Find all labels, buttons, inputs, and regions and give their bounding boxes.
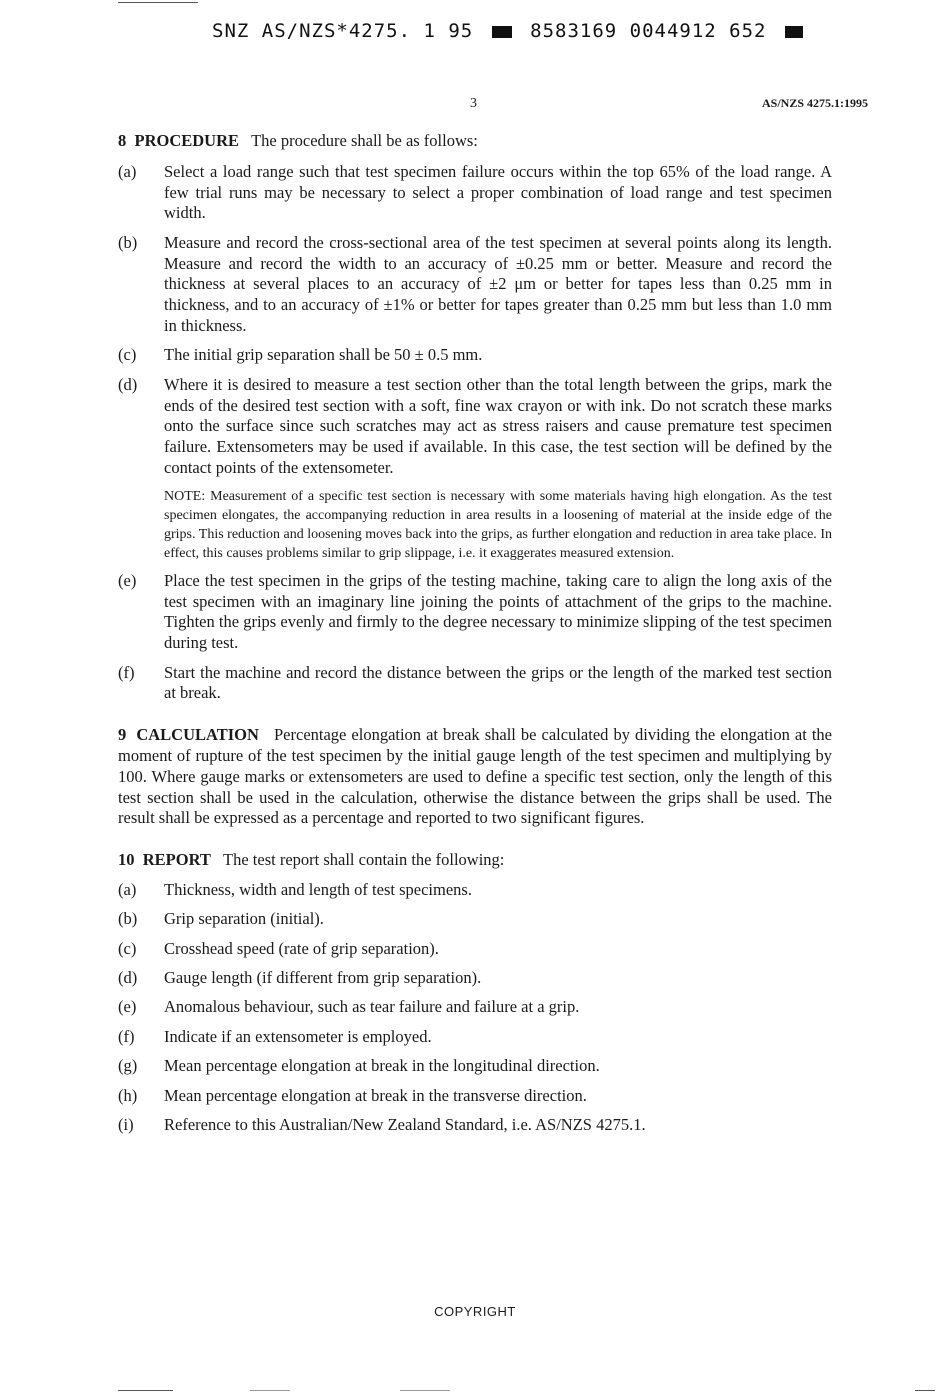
list-item-text: Crosshead speed (rate of grip separation). <box>164 938 439 958</box>
list-item-text: The initial grip separation shall be 50 ± 0.5 mm. <box>164 345 483 365</box>
list-item-label: (g) <box>118 1056 138 1076</box>
list-item-text: Start the machine and record the distance between the grips or the length of the marked test section at break. <box>164 662 832 703</box>
copyright-footer: COPYRIGHT <box>434 1304 516 1319</box>
document-body <box>118 131 832 1144</box>
list-item <box>118 880 832 901</box>
list-item-label: (f) <box>118 1026 135 1046</box>
section-title: PROCEDURE <box>134 131 240 150</box>
list-item-label: (c) <box>118 938 137 958</box>
list-item-label: (e) <box>118 570 137 590</box>
list-item-text: Mean percentage elongation at break in the longitudinal direction. <box>164 1056 600 1076</box>
list-item-label: (b) <box>118 909 138 929</box>
section-9-paragraph <box>118 725 832 829</box>
section-10-heading <box>118 850 832 871</box>
section-number: 10 <box>118 850 135 870</box>
list-item <box>118 663 832 705</box>
list-item-text: Grip separation (initial). <box>164 909 324 929</box>
list-item-label: (c) <box>118 345 137 365</box>
page-number: 3 <box>470 96 477 111</box>
scan-artifact-line <box>915 1390 935 1391</box>
scan-artifact-line <box>118 2 198 3</box>
section-text: Percentage elongation at break shall be calculated by dividing the elongation at the moment of rupture of the test specimen by the initial gauge length of the test specimen and multiplying by 100. Where gauge marks or extensometers are used to define a specific test section, only the length of this test section shall be used in the calculation, otherwise the distance between the grips shall be used. The result shall be expressed as a percentage and reported to two significant figures. <box>118 725 833 828</box>
list-item-text: Indicate if an extensometer is employed. <box>164 1026 432 1046</box>
list-item-text: Mean percentage elongation at break in the transverse direction. <box>164 1085 587 1105</box>
redaction-block-icon <box>492 26 512 38</box>
list-item <box>118 939 832 960</box>
stamp-prefix: SNZ AS/NZS*4275. 1 95 <box>212 20 474 42</box>
list-item-text: Thickness, width and length of test specimens. <box>164 879 472 899</box>
note-text: NOTE: Measurement of a specific test section is necessary with some materials having high elongation. As the test specimen elongates, the accompanying reduction in area results in a loosening of material at the inside edge of the grips. This reduction and loosening moves back into the grips, as further elongation and reduction in area take place. In effect, this causes problems similar to grip slippage, i.e. it exaggerates measured extension. <box>164 488 832 561</box>
list-item <box>118 1027 832 1048</box>
section-intro: The procedure shall be as follows: <box>251 131 478 150</box>
list-item-text: Place the test specimen in the grips of the testing machine, taking care to align the long axis of the test specimen with an imaginary line joining the points of attachment of the grips to the machine. Tighten the grips evenly and firmly to the degree necessary to minimize slipping of the test specimen during test. <box>164 570 832 653</box>
section-number: 9 <box>118 725 127 745</box>
list-item <box>118 375 832 479</box>
scan-artifact-line <box>118 1390 173 1391</box>
list-item <box>118 968 832 989</box>
list-item-label: (h) <box>118 1085 138 1105</box>
list-item-label: (e) <box>118 997 137 1017</box>
list-item <box>118 1086 832 1107</box>
list-item-text: Gauge length (if different from grip separation). <box>164 968 482 988</box>
list-item-label: (a) <box>118 879 137 899</box>
section-number: 8 <box>118 131 127 150</box>
list-item-label: (i) <box>118 1115 134 1135</box>
redaction-block-icon <box>785 26 803 38</box>
list-item-text: Anomalous behaviour, such as tear failure and failure at a grip. <box>164 997 580 1017</box>
list-item <box>118 1115 832 1136</box>
stamp-suffix: 8583169 0044912 652 <box>530 20 767 42</box>
list-item-label: (a) <box>118 161 137 181</box>
scan-artifact-line <box>250 1390 290 1391</box>
list-item <box>118 1056 832 1077</box>
list-item <box>118 345 832 366</box>
report-items-list <box>118 880 832 1136</box>
list-item-label: (d) <box>118 968 138 988</box>
section-title: REPORT <box>142 850 211 870</box>
list-item-label: (f) <box>118 662 135 682</box>
list-item <box>118 997 832 1018</box>
section-title: CALCULATION <box>136 725 259 745</box>
list-item-label: (d) <box>118 374 138 394</box>
scan-artifact-line <box>400 1390 450 1391</box>
list-item-text: Where it is desired to measure a test section other than the total length between the grips, mark the ends of the desired test section with a soft, fine wax crayon or with ink. Do not scratch these marks onto the surface since such scratches may act as stress raisers and cause premature test specimen failure. Extensometers may be used if available. In this case, the test section will be defined by the contact points of the extensometer. <box>164 374 832 477</box>
list-item <box>118 233 832 337</box>
list-item <box>118 909 832 930</box>
standard-reference: AS/NZS 4275.1:1995 <box>761 96 868 110</box>
section-intro: The test report shall contain the following: <box>223 850 505 870</box>
list-item <box>118 162 832 224</box>
list-item-text: Reference to this Australian/New Zealand Standard, i.e. AS/NZS 4275.1. <box>164 1115 646 1135</box>
list-item-text: Select a load range such that test specimen failure occurs within the top 65% of the load range. A few trial runs may be necessary to select a proper combination of load range and test specimen width. <box>164 161 832 223</box>
list-item-label: (b) <box>118 232 138 252</box>
document-stamp <box>212 20 803 42</box>
list-item <box>118 571 832 654</box>
section-8-heading <box>118 131 832 152</box>
list-item-text: Measure and record the cross-sectional area of the test specimen at several points along its length. Measure and record the width to an accuracy of ±0.25 mm or better. Measure and record the thickness at several places to an accuracy of ±2 μm or better for tapes less than 0.25 mm in thickness, and to an accuracy of ±1% or better for tapes greater than 0.25 mm but less than 1.0 mm in thickness. <box>164 232 832 335</box>
